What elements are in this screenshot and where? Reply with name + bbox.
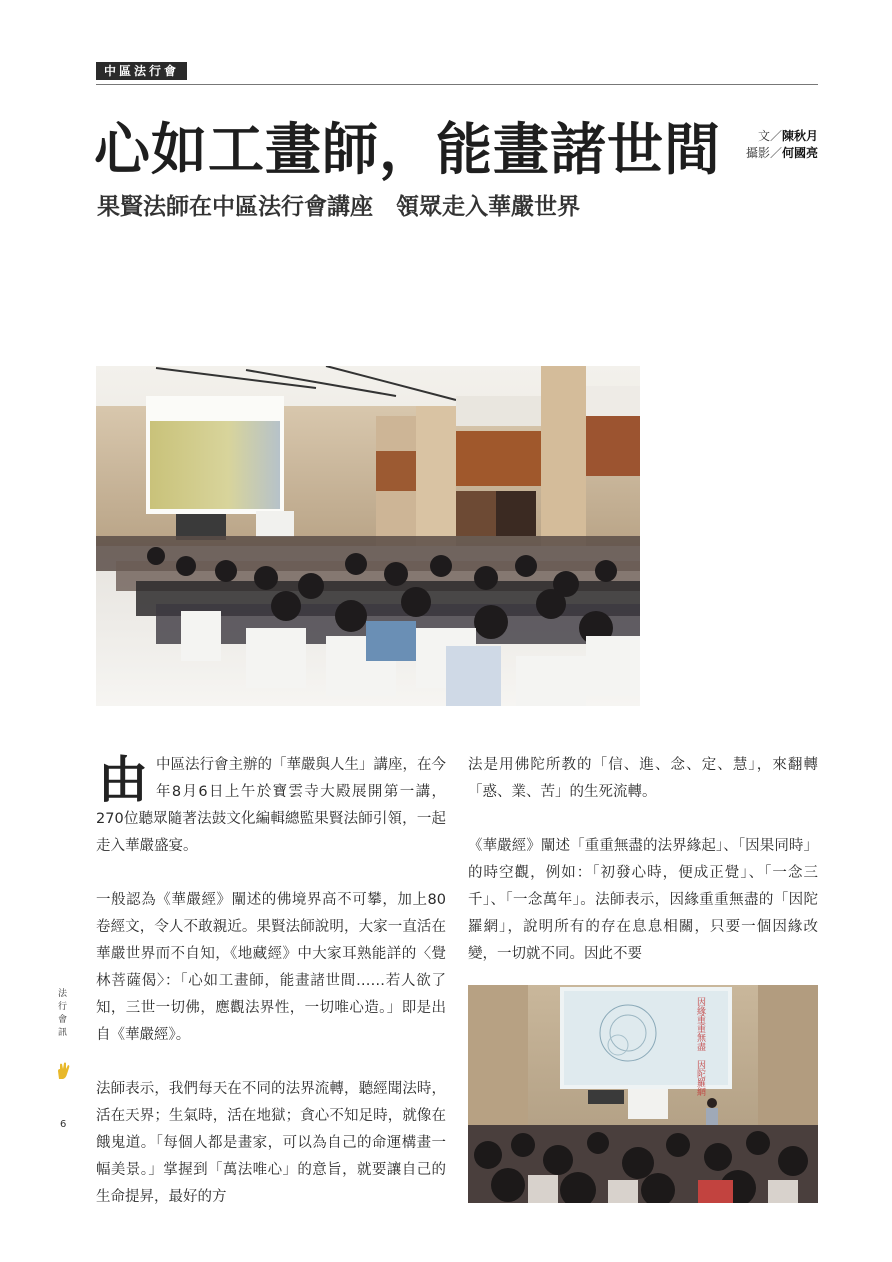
logo-char: 會 xyxy=(58,1015,68,1025)
article-column-right xyxy=(468,752,818,968)
article-column-left xyxy=(96,752,446,1238)
drop-cap: 由 xyxy=(98,750,148,809)
paragraph: 《華嚴經》闡述「重重無盡的法界緣起」、「因果同時」的時空觀，例如：「初發心時，便成正覺」、「一念三千」、「一念萬年」。法師表示，因緣重重無盡的「因陀羅網」，說明所有的存在息息相關，只要一個因緣改變，一切就不同。因此不要 xyxy=(468,838,818,962)
photographer-name: 何國亮 xyxy=(781,146,818,160)
paragraph xyxy=(96,752,446,860)
publication-logo xyxy=(58,988,70,1040)
paragraph: 法是用佛陀所教的「信、進、念、定、慧」，來翻轉「惑、業、苦」的生死流轉。 xyxy=(468,757,818,800)
page-title: 心如工畫師，能畫諸世間 xyxy=(94,117,721,183)
writer-credit xyxy=(746,128,818,145)
slide-text: 因緣重重無盡 因陀羅網 xyxy=(695,997,705,1096)
logo-char: 法 xyxy=(58,989,68,999)
section-label: 中區法行會 xyxy=(96,62,187,80)
lecture-hall-photo xyxy=(96,366,640,706)
photo-credit xyxy=(746,145,818,162)
writer-name: 陳秋月 xyxy=(781,129,818,143)
hand-icon xyxy=(56,1062,72,1080)
writer-label: 文／ xyxy=(757,129,782,143)
lecture-slide-photo xyxy=(468,985,818,1203)
top-rule xyxy=(96,84,818,85)
logo-char: 行 xyxy=(58,1002,68,1012)
page-number: 6 xyxy=(60,1119,67,1130)
paragraph: 法師表示，我們每天在不同的法界流轉，聽經聞法時，活在天界；生氣時，活在地獄；貪心不知足時，就像在餓鬼道。「每個人都是畫家，可以為自己的命運構畫一幅美景。」掌握到「萬法唯心」的意旨，就要讓自己的生命提昇，最好的方 xyxy=(96,1081,446,1205)
photo-label: 攝影／ xyxy=(745,146,782,160)
credits xyxy=(746,128,818,162)
paragraph: 一般認為《華嚴經》闡述的佛境界高不可攀，加上80卷經文，令人不敢親近。果賢法師說明，大家一直活在華嚴世界而不自知，《地藏經》中大家耳熟能詳的〈覺林菩薩偈〉：「心如工畫師，能畫諸世間……若人欲了知，三世一切佛，應觀法界性，一切唯心造。」即是出自《華嚴經》。 xyxy=(96,892,446,1043)
page-subtitle: 果賢法師在中區法行會講座 領眾走入華嚴世界 xyxy=(97,193,580,220)
paragraph-text: 中區法行會主辦的「華嚴與人生」講座，在今年8月6日上午於寶雲寺大殿展開第一講，270位聽眾隨著法鼓文化編輯總監果賢法師引領，一起走入華嚴盛宴。 xyxy=(96,757,446,854)
logo-char: 訊 xyxy=(58,1028,68,1038)
